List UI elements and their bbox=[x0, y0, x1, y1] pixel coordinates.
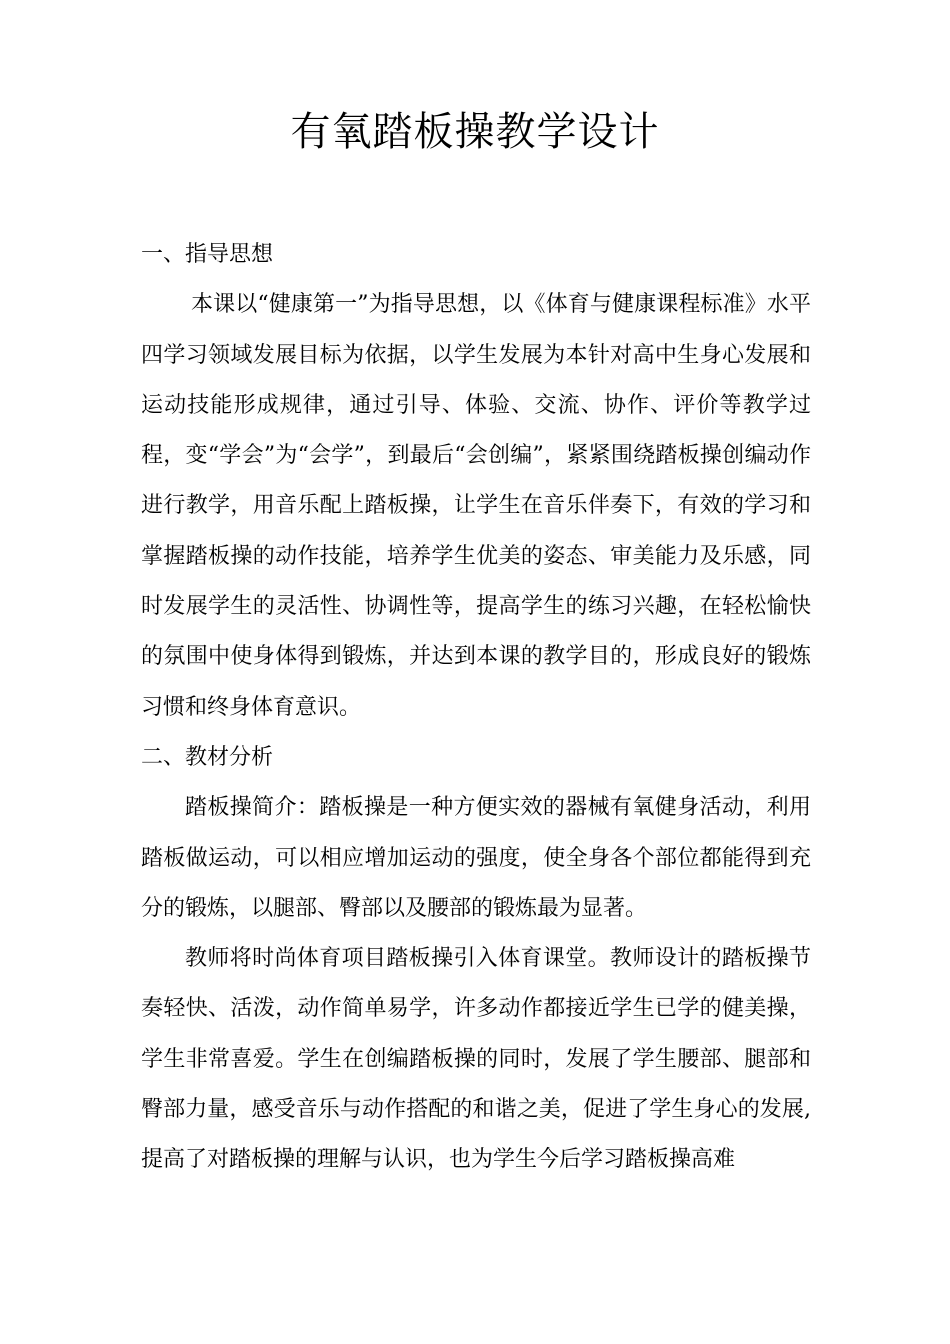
document-body bbox=[141, 230, 811, 1186]
document-title: 有氧踏板操教学设计 bbox=[290, 109, 660, 155]
paragraph-step-aerobics-intro: 踏板操简介：踏板操是一种方便实效的器械有氧健身活动，利用踏板做运动，可以相应增加运动的强度，使全身各个部位都能得到充分的锻炼，以腿部、臀部以及腰部的锻炼最为显著。 bbox=[141, 795, 811, 921]
paragraph-guiding-ideology: 本课以“健康第一”为指导思想，以《体育与健康课程标准》水平四学习领域发展目标为依据，以学生发展为本针对高中生身心发展和运动技能形成规律，通过引导、体验、交流、协作、评价等教学过程，变“学会”为“会学”，到最后“会创编”，紧紧围绕踏板操创编动作进行教学，用音乐配上踏板操，让学生在音乐伴奏下，有效的学习和掌握踏板操的动作技能，培养学生优美的姿态、审美能力及乐感，同时发展学生的灵活性、协调性等，提高学生的练习兴趣，在轻松愉快的氛围中使身体得到锻炼，并达到本课的教学目的，形成良好的锻炼习惯和终身体育意识。 bbox=[141, 292, 811, 720]
section-heading-guiding-ideology: 一、指导思想 bbox=[141, 242, 274, 267]
section-heading-material-analysis: 二、教材分析 bbox=[141, 744, 274, 770]
paragraph-teacher-design: 教师将时尚体育项目踏板操引入体育课堂。教师设计的踏板操节奏轻快、活泼，动作简单易学，许多动作都接近学生已学的健美操，学生非常喜爱。学生在创编踏板操的同时，发展了学生腰部、腿部和臀部力量，感受音乐与动作搭配的和谐之美，促进了学生身心的发展,提高了对踏板操的理解与认识，也为学生今后学习踏板操高难 bbox=[141, 946, 811, 1173]
